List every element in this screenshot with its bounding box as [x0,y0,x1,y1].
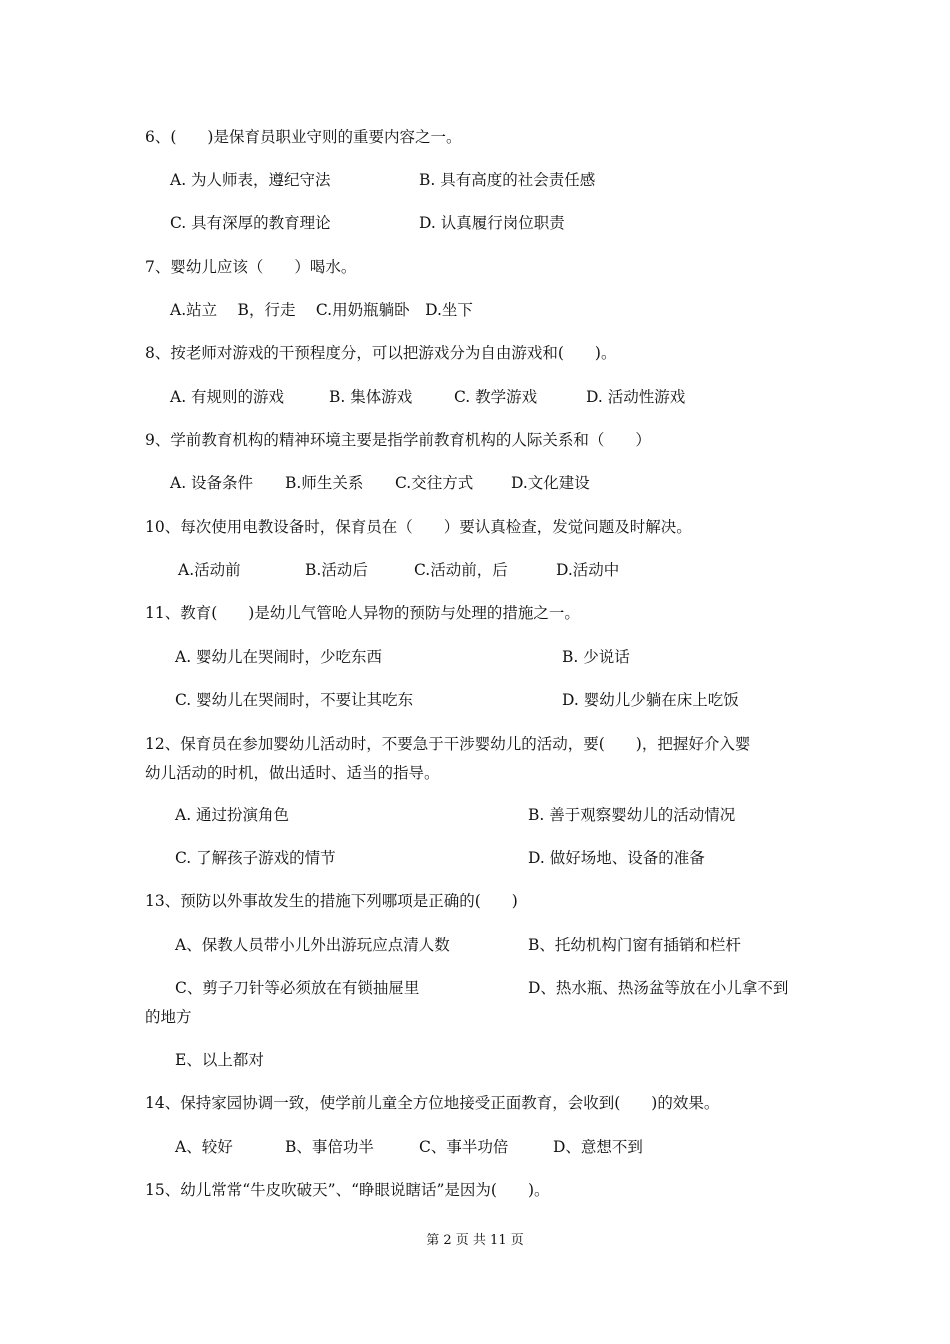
question-13-option-e: E、以上都对 [175,1051,264,1069]
option-d: D. 认真履行岗位职责 [419,214,565,232]
question-12-stem-cont: 幼儿活动的时机，做出适时、适当的指导。 [145,764,440,782]
question-7-stem: 7、婴幼儿应该（ ）喝水。 [145,258,357,276]
option-a: A. 有规则的游戏 [170,388,285,406]
option-b: B. 少说话 [562,648,630,666]
option-b: B. 善于观察婴幼儿的活动情况 [528,806,736,824]
option-c: C.活动前，后 [414,561,508,579]
option-c: C、剪子刀针等必须放在有锁抽屉里 [175,979,420,997]
option-d: D. 活动性游戏 [586,388,686,406]
option-b: B.师生关系 [285,474,364,492]
page-footer: 第 2 页 共 11 页 [426,1233,524,1248]
option-a: A. 为人师表，遵纪守法 [170,171,331,189]
question-14-stem: 14、保持家园协调一致，使学前儿童全方位地接受正面教育，会收到( )的效果。 [145,1094,720,1112]
option-c: C、事半功倍 [419,1138,509,1156]
option-d: D. 做好场地、设备的准备 [528,849,705,867]
option-c: C. 具有深厚的教育理论 [170,214,331,232]
option-b: B. 集体游戏 [329,388,413,406]
option-c: C. 婴幼儿在哭闹时，不要让其吃东 [175,691,414,709]
option-b: B、事倍功半 [285,1138,374,1156]
option-a: A、保教人员带小儿外出游玩应点清人数 [175,936,450,954]
option-d: D、热水瓶、热汤盆等放在小儿拿不到 [528,979,789,997]
option-c: C. 了解孩子游戏的情节 [175,849,336,867]
option-b: B.活动后 [305,561,368,579]
option-a: A、较好 [175,1138,233,1156]
question-8-stem: 8、按老师对游戏的干预程度分，可以把游戏分为自由游戏和( )。 [145,344,617,362]
option-a: A. 通过扮演角色 [175,806,290,824]
question-15-stem: 15、幼儿常常“牛皮吹破天”、“睁眼说瞎话”是因为( )。 [145,1181,550,1199]
option-b: B、托幼机构门窗有插销和栏杆 [528,936,741,954]
option-a: A. 婴幼儿在哭闹时，少吃东西 [175,648,383,666]
option-c: C.交往方式 [395,474,474,492]
option-d: D. 婴幼儿少躺在床上吃饭 [562,691,739,709]
option-d: D、意想不到 [553,1138,643,1156]
question-13-stem: 13、预防以外事故发生的措施下列哪项是正确的( ) [145,892,518,910]
question-6-stem: 6、( )是保育员职业守则的重要内容之一。 [145,128,462,146]
question-11-stem: 11、教育( )是幼儿气管呛人异物的预防与处理的措施之一。 [145,604,580,622]
option-d: D.活动中 [556,561,620,579]
question-12-stem: 12、保育员在参加婴幼儿活动时，不要急于干涉婴幼儿的活动，要( )，把握好介入婴 [145,735,751,753]
question-7-options: A.站立 B，行走 C.用奶瓶躺卧 D.坐下 [170,301,473,319]
question-13-option-d-cont: 的地方 [145,1008,192,1026]
option-c: C. 教学游戏 [454,388,538,406]
question-9-stem: 9、学前教育机构的精神环境主要是指学前教育机构的人际关系和（ ） [145,431,651,449]
option-a: A. 设备条件 [170,474,254,492]
option-a: A.活动前 [178,561,241,579]
option-d: D.文化建设 [511,474,590,492]
question-10-stem: 10、每次使用电教设备时，保育员在（ ）要认真检查，发觉问题及时解决。 [145,518,692,536]
option-b: B. 具有高度的社会责任感 [419,171,596,189]
